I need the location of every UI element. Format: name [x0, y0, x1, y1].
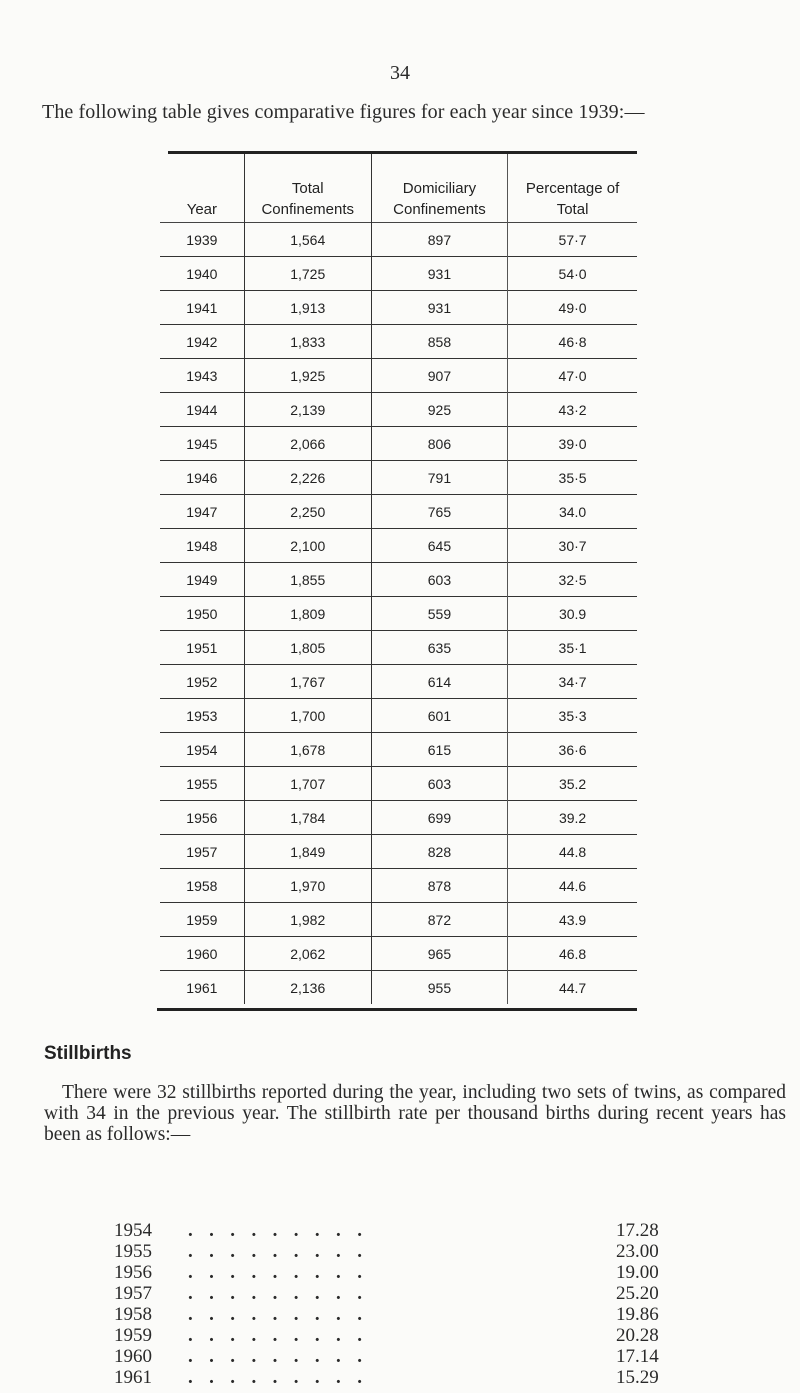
cell-percentage-of-total: 30·7: [508, 529, 637, 563]
rate-value: 23.00: [616, 1241, 659, 1262]
cell-year: 1946: [160, 461, 244, 495]
cell-year: 1954: [160, 733, 244, 767]
cell-percentage-of-total: 35·3: [508, 699, 637, 733]
cell-percentage-of-total: 30.9: [508, 597, 637, 631]
cell-total-confinements: 2,226: [244, 461, 371, 495]
cell-year: 1953: [160, 699, 244, 733]
cell-total-confinements: 1,678: [244, 733, 371, 767]
table-row: [160, 903, 637, 937]
cell-total-confinements: 1,725: [244, 257, 371, 291]
leader-dots: .........: [188, 1304, 379, 1325]
cell-domiciliary-confinements: 931: [371, 291, 507, 325]
cell-year: 1959: [160, 903, 244, 937]
intro-text: The following table gives comparative figures for each year since 1939:—: [42, 101, 645, 123]
cell-year: 1961: [160, 971, 244, 1005]
cell-domiciliary-confinements: 635: [371, 631, 507, 665]
confinements-table: [160, 154, 637, 1004]
cell-domiciliary-confinements: 614: [371, 665, 507, 699]
cell-percentage-of-total: 47·0: [508, 359, 637, 393]
rate-row: [114, 1346, 684, 1367]
cell-year: 1950: [160, 597, 244, 631]
table-row: [160, 835, 637, 869]
cell-total-confinements: 1,982: [244, 903, 371, 937]
cell-year: 1952: [160, 665, 244, 699]
cell-domiciliary-confinements: 603: [371, 767, 507, 801]
cell-total-confinements: 1,784: [244, 801, 371, 835]
cell-domiciliary-confinements: 872: [371, 903, 507, 937]
cell-domiciliary-confinements: 965: [371, 937, 507, 971]
leader-dots: .........: [188, 1262, 379, 1283]
cell-year: 1947: [160, 495, 244, 529]
cell-domiciliary-confinements: 559: [371, 597, 507, 631]
cell-domiciliary-confinements: 699: [371, 801, 507, 835]
rate-year: 1955: [114, 1241, 152, 1262]
table-row: [160, 937, 637, 971]
stillbirths-paragraph-text: There were 32 stillbirths reported during the year, including two sets of twins, as compared with 34 in the previous year. The stillbirth rate per thousand births during recent years has been as follows:—: [44, 1082, 786, 1145]
rate-value: 17.14: [616, 1346, 659, 1367]
table-row: [160, 801, 637, 835]
rate-row: [114, 1220, 684, 1241]
cell-percentage-of-total: 35·5: [508, 461, 637, 495]
cell-percentage-of-total: 32·5: [508, 563, 637, 597]
cell-percentage-of-total: 39·0: [508, 427, 637, 461]
cell-domiciliary-confinements: 931: [371, 257, 507, 291]
cell-total-confinements: 1,564: [244, 223, 371, 257]
cell-domiciliary-confinements: 615: [371, 733, 507, 767]
cell-domiciliary-confinements: 878: [371, 869, 507, 903]
cell-total-confinements: 1,809: [244, 597, 371, 631]
stillbirth-rates-list: [114, 1220, 684, 1388]
table-row: [160, 257, 637, 291]
rate-year: 1957: [114, 1283, 152, 1304]
cell-domiciliary-confinements: 925: [371, 393, 507, 427]
rate-value: 15.29: [616, 1367, 659, 1388]
stillbirths-paragraph: [44, 1082, 786, 1145]
leader-dots: .........: [188, 1325, 379, 1346]
cell-year: 1944: [160, 393, 244, 427]
rate-year: 1960: [114, 1346, 152, 1367]
rate-value: 20.28: [616, 1325, 659, 1346]
rate-year: 1956: [114, 1262, 152, 1283]
cell-total-confinements: 1,805: [244, 631, 371, 665]
cell-year: 1957: [160, 835, 244, 869]
table-row: [160, 767, 637, 801]
rate-row: [114, 1304, 684, 1325]
cell-domiciliary-confinements: 955: [371, 971, 507, 1005]
cell-year: 1960: [160, 937, 244, 971]
cell-percentage-of-total: 35·1: [508, 631, 637, 665]
leader-dots: .........: [188, 1283, 379, 1304]
table-row: [160, 461, 637, 495]
table-row: [160, 733, 637, 767]
cell-percentage-of-total: 39.2: [508, 801, 637, 835]
confinements-table-container: [160, 151, 637, 1011]
page-number: 34: [390, 62, 410, 84]
rate-year: 1958: [114, 1304, 152, 1325]
header-total-confinements: Total Confinements: [244, 154, 371, 223]
header-percentage-of-total: Percentage of Total: [508, 154, 637, 223]
cell-year: 1945: [160, 427, 244, 461]
rate-year: 1961: [114, 1367, 152, 1388]
cell-total-confinements: 1,913: [244, 291, 371, 325]
rate-row: [114, 1262, 684, 1283]
rate-value: 17.28: [616, 1220, 659, 1241]
rate-year: 1959: [114, 1325, 152, 1346]
cell-year: 1958: [160, 869, 244, 903]
cell-percentage-of-total: 36·6: [508, 733, 637, 767]
cell-total-confinements: 2,250: [244, 495, 371, 529]
leader-dots: .........: [188, 1346, 379, 1367]
table-row: [160, 869, 637, 903]
cell-domiciliary-confinements: 907: [371, 359, 507, 393]
table-row: [160, 223, 637, 257]
cell-domiciliary-confinements: 858: [371, 325, 507, 359]
leader-dots: .........: [188, 1367, 379, 1388]
rate-row: [114, 1325, 684, 1346]
cell-percentage-of-total: 46.8: [508, 937, 637, 971]
table-row: [160, 631, 637, 665]
rate-value: 25.20: [616, 1283, 659, 1304]
cell-percentage-of-total: 44.6: [508, 869, 637, 903]
table-row: [160, 359, 637, 393]
cell-domiciliary-confinements: 645: [371, 529, 507, 563]
cell-domiciliary-confinements: 897: [371, 223, 507, 257]
table-body: [160, 223, 637, 1005]
cell-percentage-of-total: 44.7: [508, 971, 637, 1005]
table-row: [160, 495, 637, 529]
cell-domiciliary-confinements: 828: [371, 835, 507, 869]
cell-percentage-of-total: 46·8: [508, 325, 637, 359]
leader-dots: .........: [188, 1220, 379, 1241]
rate-row: [114, 1367, 684, 1388]
cell-domiciliary-confinements: 601: [371, 699, 507, 733]
cell-year: 1939: [160, 223, 244, 257]
cell-total-confinements: 1,970: [244, 869, 371, 903]
table-row: [160, 427, 637, 461]
leader-dots: .........: [188, 1241, 379, 1262]
rate-value: 19.00: [616, 1262, 659, 1283]
cell-domiciliary-confinements: 765: [371, 495, 507, 529]
cell-total-confinements: 1,833: [244, 325, 371, 359]
cell-total-confinements: 2,139: [244, 393, 371, 427]
table-row: [160, 597, 637, 631]
cell-domiciliary-confinements: 603: [371, 563, 507, 597]
cell-total-confinements: 1,849: [244, 835, 371, 869]
rate-row: [114, 1241, 684, 1262]
cell-percentage-of-total: 35.2: [508, 767, 637, 801]
cell-percentage-of-total: 57·7: [508, 223, 637, 257]
rate-row: [114, 1283, 684, 1304]
cell-total-confinements: 2,062: [244, 937, 371, 971]
cell-domiciliary-confinements: 791: [371, 461, 507, 495]
cell-percentage-of-total: 44.8: [508, 835, 637, 869]
cell-percentage-of-total: 34.0: [508, 495, 637, 529]
cell-total-confinements: 1,707: [244, 767, 371, 801]
table-bottom-rule: [157, 1008, 637, 1011]
cell-percentage-of-total: 43·2: [508, 393, 637, 427]
rate-value: 19.86: [616, 1304, 659, 1325]
cell-percentage-of-total: 43.9: [508, 903, 637, 937]
table-row: [160, 291, 637, 325]
cell-year: 1948: [160, 529, 244, 563]
cell-percentage-of-total: 54·0: [508, 257, 637, 291]
cell-year: 1943: [160, 359, 244, 393]
table-row: [160, 529, 637, 563]
cell-total-confinements: 2,066: [244, 427, 371, 461]
table-row: [160, 393, 637, 427]
cell-total-confinements: 2,100: [244, 529, 371, 563]
table-row: [160, 325, 637, 359]
cell-year: 1956: [160, 801, 244, 835]
table-header-row: [160, 154, 637, 223]
header-domiciliary-confinements: Domiciliary Confinements: [371, 154, 507, 223]
cell-year: 1941: [160, 291, 244, 325]
cell-year: 1955: [160, 767, 244, 801]
cell-year: 1942: [160, 325, 244, 359]
cell-year: 1940: [160, 257, 244, 291]
cell-total-confinements: 2,136: [244, 971, 371, 1005]
cell-total-confinements: 1,855: [244, 563, 371, 597]
table-row: [160, 665, 637, 699]
table-row: [160, 699, 637, 733]
cell-total-confinements: 1,767: [244, 665, 371, 699]
cell-percentage-of-total: 34·7: [508, 665, 637, 699]
cell-domiciliary-confinements: 806: [371, 427, 507, 461]
cell-total-confinements: 1,925: [244, 359, 371, 393]
cell-total-confinements: 1,700: [244, 699, 371, 733]
cell-year: 1949: [160, 563, 244, 597]
stillbirths-heading: Stillbirths: [44, 1043, 132, 1064]
rate-year: 1954: [114, 1220, 152, 1241]
table-row: [160, 971, 637, 1005]
header-year: Year: [186, 201, 218, 218]
cell-year: 1951: [160, 631, 244, 665]
table-row: [160, 563, 637, 597]
cell-percentage-of-total: 49·0: [508, 291, 637, 325]
